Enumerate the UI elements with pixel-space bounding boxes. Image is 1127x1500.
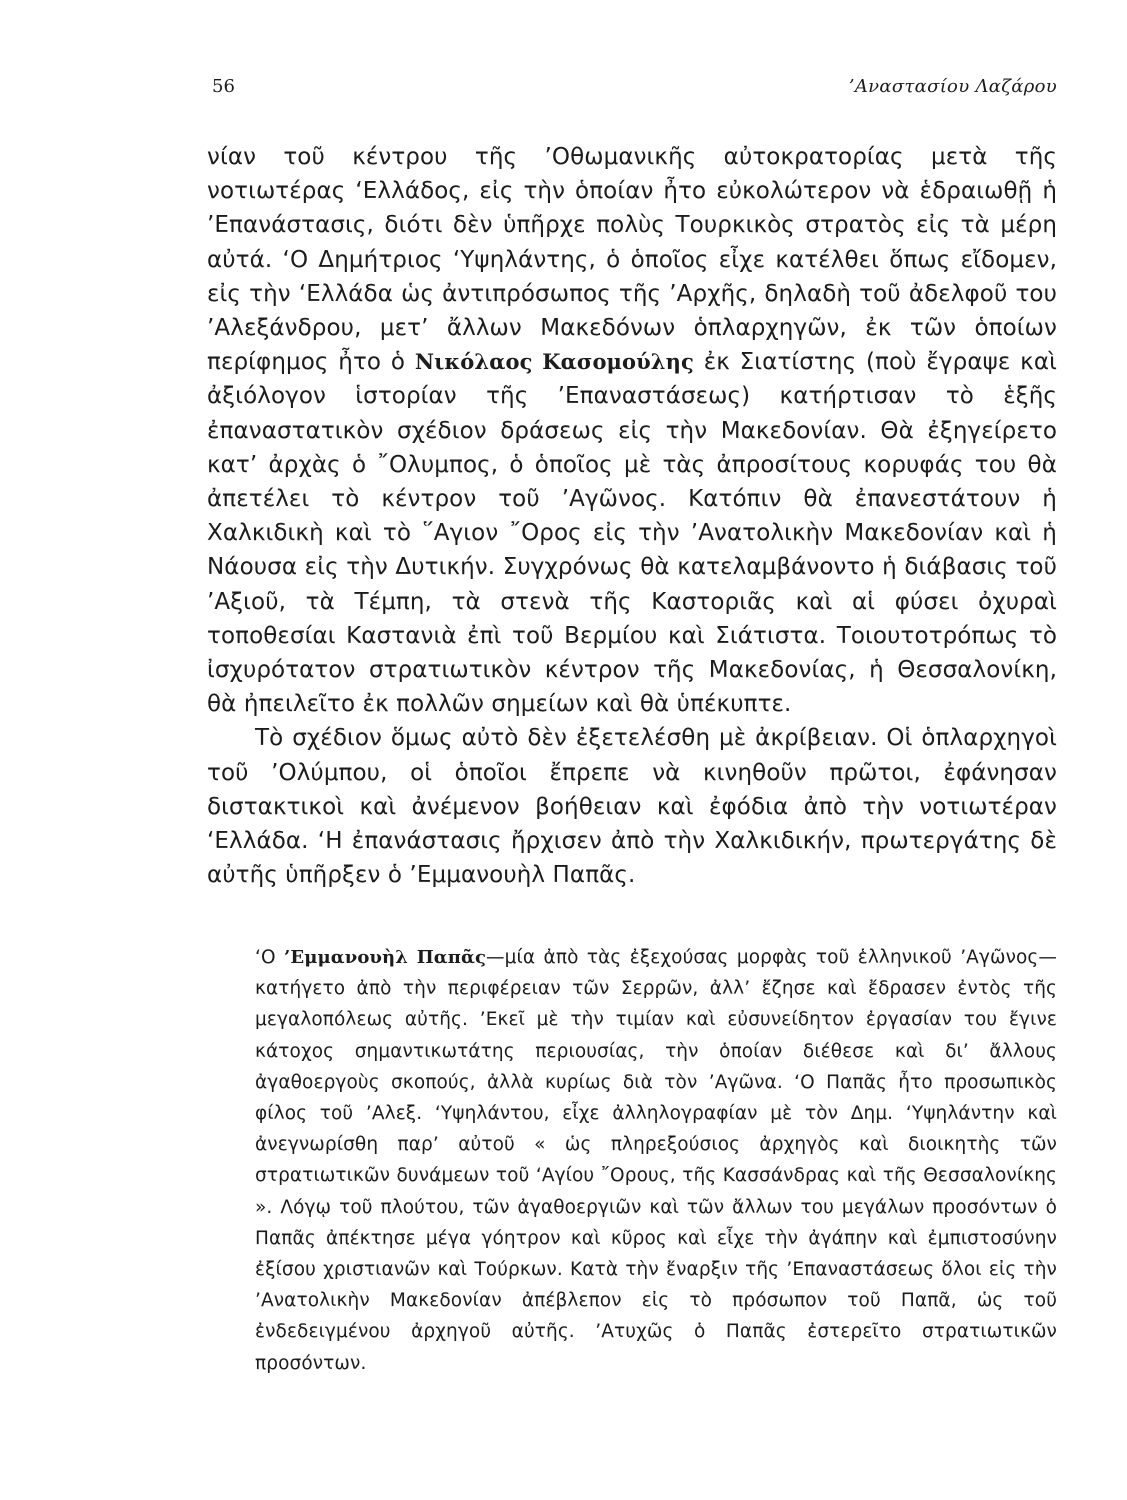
footnote-paragraph [255,942,1057,1379]
paragraph-2: Τὸ σχέδιον ὅμως αὐτὸ δὲν ἐξετελέσθη μὲ ἀκρίβειαν. Οἱ ὁπλαρχηγοὶ τοῦ ’Ολύμπου, οἱ ὁποῖοι ἔπρεπε νὰ κινηθοῦν πρῶτοι, ἐφάνησαν διστακτικοὶ καὶ ἀνέμενον βοήθειαν καὶ ἐφόδια ἀπὸ τὴν νοτιωτέραν ‘Ελλάδα. ‘Η ἐπανάστασις ἤρχισεν ἀπὸ τὴν Χαλκιδικήν, πρωτεργάτης δὲ αὐτῆς ὑπῆρξεν ὁ ’Εμμανουὴλ Παπᾶς. [207,725,1057,889]
main-text [207,140,1057,892]
paragraph-1-text-after-name: ἐκ Σιατίστης (ποὺ ἔγραψε καὶ ἀξιόλογον ἱστορίαν τῆς ’Επαναστάσεως) κατήρτισαν τὸ ἑξῆς ἐπαναστατικὸν σχέδιον δράσεως εἰς τὴν Μακεδονίαν. Θὰ ἐξηγείρετο κατ’ ἀρχὰς ὁ ῎Ολυμπος, ὁ ὁποῖος μὲ τὰς ἀπροσίτους κορυφάς του θὰ ἀπετέλει τὸ κέντρον τοῦ ’Αγῶνος. Κατόπιν θὰ ἐπανεστάτουν ἡ Χαλκιδικὴ καὶ τὸ ῞Αγιον ῎Ορος εἰς τὴν ’Ανατολικὴν Μακεδονίαν καὶ ἡ Νάουσα εἰς τὴν Δυτικήν. Συγχρόνως θὰ κατελαμβάνοντο ἡ διάβασις τοῦ ’Αξιοῦ, τὰ Τέμπη, τὰ στενὰ τῆς Καστοριᾶς καὶ αἱ φύσει ὀχυραὶ τοποθεσίαι Καστανιὰ ἐπὶ τοῦ Βερμίου καὶ Σιάτιστα. Τοιουτοτρόπως τὸ ἰσχυρότατον στρατιωτικὸν κέντρον τῆς Μακεδονίας, ἡ Θεσσαλονίκη, θὰ ἠπειλεῖτο ἐκ πολλῶν σημείων καὶ θὰ ὑπέκυπτε. [207,349,1057,718]
bold-name-kasomoulis: Νικόλαος Κασομούλης [414,349,694,375]
bold-name-papas: ’Εμμανουὴλ Παπᾶς [284,947,487,968]
footnote [255,942,1057,1379]
paragraph-1-text-before-name: νίαν τοῦ κέντρου τῆς ’Οθωμανικῆς αὐτοκρατορίας μετὰ τῆς νοτιωτέρας ‘Ελλάδος, εἰς τὴν ὁποίαν ἦτο εὐκολώτερον νὰ ἑδραιωθῇ ἡ ’Επανάστασις, διότι δὲν ὑπῆρχε πολὺς Τουρκικὸς στρατὸς εἰς τὰ μέρη αὐτά. ‘Ο Δημήτριος ‘Υψηλάντης, ὁ ὁποῖος εἶχε κατέλθει ὅπως εἴδομεν, εἰς τὴν ‘Ελλάδα ὡς ἀντιπρόσωπος τῆς ’Αρχῆς, δηλαδὴ τοῦ ἀδελφοῦ του ’Αλεξάνδρου, μετ’ ἄλλων Μακεδόνων ὁπλαρχηγῶν, ἐκ τῶν ὁποίων περίφημος ἦτο ὁ [207,144,1057,376]
page-number: 56 [212,76,235,97]
page-header [212,76,1057,106]
footnote-lead: ‘Ο [255,947,276,968]
paragraph-1 [207,140,1057,721]
running-head-author: ’Αναστασίου Λαζάρου [848,76,1057,97]
footnote-text: —μία ἀπὸ τὰς ἐξεχούσας μορφὰς τοῦ ἑλληνικοῦ ’Αγῶνος—κατήγετο ἀπὸ τὴν περιφέρειαν τῶν Σερρῶν, ἀλλ’ ἔζησε καὶ ἔδρασεν ἐντὸς τῆς μεγαλοπόλεως αὐτῆς. ’Εκεῖ μὲ τὴν τιμίαν καὶ εὐσυνείδητον ἐργασίαν του ἔγινε κάτοχος σημαντικωτάτης περιουσίας, τὴν ὁποίαν διέθεσε καὶ δι’ ἄλλους ἀγαθοεργοὺς σκοπούς, ἀλλὰ κυρίως διὰ τὸν ’Αγῶνα. ‘Ο Παπᾶς ἦτο προσωπικὸς φίλος τοῦ ’Αλεξ. ‘Υψηλάντου, εἶχε ἀλληλογραφίαν μὲ τὸν Δημ. ‘Υψηλάντην καὶ ἀνεγνωρίσθη παρ’ αὐτοῦ « ὡς πληρεξούσιος ἀρχηγὸς καὶ διοικητὴς τῶν στρατιωτικῶν δυνάμεων τοῦ ‘Αγίου ῎Ορους, τῆς Κασσάνδρας καὶ τῆς Θεσσαλονίκης ». Λόγῳ τοῦ πλούτου, τῶν ἀγαθοεργιῶν καὶ τῶν ἄλλων του μεγάλων προσόντων ὁ Παπᾶς ἀπέκτησε μέγα γόητρον καὶ κῦρος καὶ εἶχε τὴν ἀγάπην καὶ ἐμπιστοσύνην ἐξίσου χριστιανῶν καὶ Τούρκων. Κατὰ τὴν ἔναρξιν τῆς ’Επαναστάσεως ὅλοι εἰς τὴν ’Ανατολικὴν Μακεδονίαν ἀπέβλεπον εἰς τὸ πρόσωπον τοῦ Παπᾶ, ὡς τοῦ ἐνδεδειγμένου ἀρχηγοῦ αὐτῆς. ’Ατυχῶς ὁ Παπᾶς ἐστερεῖτο στρατιωτικῶν προσόντων. [255,947,1057,1374]
